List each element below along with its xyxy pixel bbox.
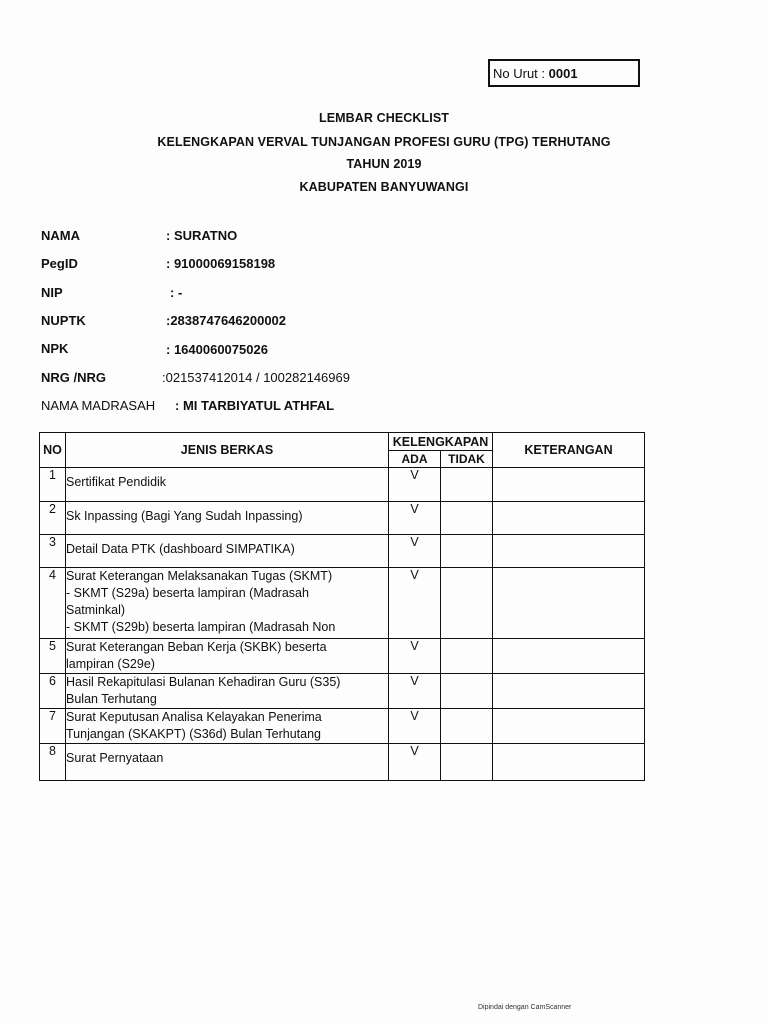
info-value-nrg: :021537412014 / 100282146969 [162,370,350,385]
heading-title: LEMBAR CHECKLIST [318,111,450,125]
row-keterangan-cell [493,568,645,639]
row-ada-cell [389,535,441,568]
header-jenis-berkas: JENIS BERKAS [66,433,389,468]
row-ada-cell [389,502,441,535]
info-label-nip: NIP [41,285,63,300]
row-document-line: Hasil Rekapitulasi Bulanan Kehadiran Guru (S35) [66,675,341,689]
row-ada-cell [389,639,441,674]
row-tidak-cell [441,674,493,709]
info-label-nrg: NRG /NRG [41,370,106,385]
table-row [40,535,645,568]
row-document-name [66,568,389,639]
row-number: 6 [40,674,66,709]
row-tidak-cell [441,468,493,502]
table-row [40,639,645,674]
table-row [40,568,645,639]
info-label-madrasah: NAMA MADRASAH [41,398,156,413]
check-mark: V [410,535,419,549]
row-ada-cell [389,674,441,709]
row-document-name [66,502,389,535]
row-number: 7 [40,709,66,744]
row-document-line: Surat Keterangan Melaksanakan Tugas (SKMT) [66,569,333,583]
row-tidak-cell [441,639,493,674]
no-urut-box [488,59,640,87]
info-value-npk: : 1640060075026 [166,342,268,357]
row-document-name [66,535,389,568]
row-ada-cell [389,568,441,639]
row-document-name [66,639,389,674]
row-ada-cell [389,744,441,781]
row-keterangan-cell [493,639,645,674]
row-document-line: Sk Inpassing (Bagi Yang Sudah Inpassing) [66,509,303,523]
row-keterangan-cell [493,674,645,709]
row-keterangan-cell [493,468,645,502]
info-value-nuptk: :2838747646200002 [166,313,287,328]
check-mark: V [410,568,419,582]
row-keterangan-cell [493,502,645,535]
row-number: 8 [40,744,66,781]
row-document-line: Tunjangan (SKAKPT) (S36d) Bulan Terhutang [66,727,322,741]
table-row [40,674,645,709]
table-row [40,468,645,502]
row-keterangan-cell [493,535,645,568]
no-urut-value: 0001 [548,66,578,81]
info-label-pegid: PegID [41,256,78,271]
info-label-npk: NPK [41,341,69,356]
row-number: 5 [40,639,66,674]
heading-subtitle: KELENGKAPAN VERVAL TUNJANGAN PROFESI GURU (TPG) TERHUTANG [157,135,611,149]
row-number: 3 [40,535,66,568]
info-value-madrasah: : MI TARBIYATUL ATHFAL [175,398,335,413]
row-number: 2 [40,502,66,535]
heading-year: TAHUN 2019 [346,157,422,171]
header-tidak: TIDAK [441,451,493,468]
row-tidak-cell [441,502,493,535]
row-document-line: Sertifikat Pendidik [66,475,167,489]
header-kelengkapan: KELENGKAPAN [389,433,493,451]
row-ada-cell [389,709,441,744]
row-document-line: - SKMT (S29b) beserta lampiran (Madrasah Non [66,620,336,634]
check-mark: V [410,744,419,758]
header-no: NO [40,433,66,468]
row-number: 4 [40,568,66,639]
info-value-pegid: : 91000069158198 [166,256,276,271]
row-tidak-cell [441,535,493,568]
row-tidak-cell [441,744,493,781]
row-document-name [66,468,389,502]
table-row [40,744,645,781]
table-row [40,502,645,535]
row-document-line: Surat Pernyataan [66,751,164,765]
row-document-line: Surat Keterangan Beban Kerja (SKBK) beserta [66,640,327,654]
row-tidak-cell [441,568,493,639]
row-document-line: lampiran (S29e) [66,657,155,671]
row-document-name [66,674,389,709]
header-ada: ADA [389,451,441,468]
row-tidak-cell [441,709,493,744]
header-keterangan: KETERANGAN [493,433,645,468]
check-mark: V [410,709,419,723]
info-label-nama: NAMA [41,228,80,243]
check-mark: V [410,502,419,516]
checklist-rows [40,468,645,781]
heading-region: KABUPATEN BANYUWANGI [299,180,469,194]
info-label-nuptk: NUPTK [41,313,86,328]
row-number: 1 [40,468,66,502]
row-document-line: Bulan Terhutang [66,692,157,706]
row-document-name [66,744,389,781]
check-mark: V [410,468,419,482]
row-keterangan-cell [493,744,645,781]
check-mark: V [410,639,419,653]
checklist-table [39,432,645,781]
row-keterangan-cell [493,709,645,744]
row-document-line: Satminkal) [66,603,126,617]
check-mark: V [410,674,419,688]
row-document-name [66,709,389,744]
row-ada-cell [389,468,441,502]
info-value-nip: : - [170,285,183,300]
no-urut-label: No Urut : [493,66,546,81]
row-document-line: Surat Keputusan Analisa Kelayakan Penerima [66,710,322,724]
scanner-footer: Dipindai dengan CamScanner [478,1004,572,1011]
row-document-line: - SKMT (S29a) beserta lampiran (Madrasah [66,586,309,600]
info-value-nama: : SURATNO [166,228,238,243]
row-document-line: Detail Data PTK (dashboard SIMPATIKA) [66,542,295,556]
table-row [40,709,645,744]
